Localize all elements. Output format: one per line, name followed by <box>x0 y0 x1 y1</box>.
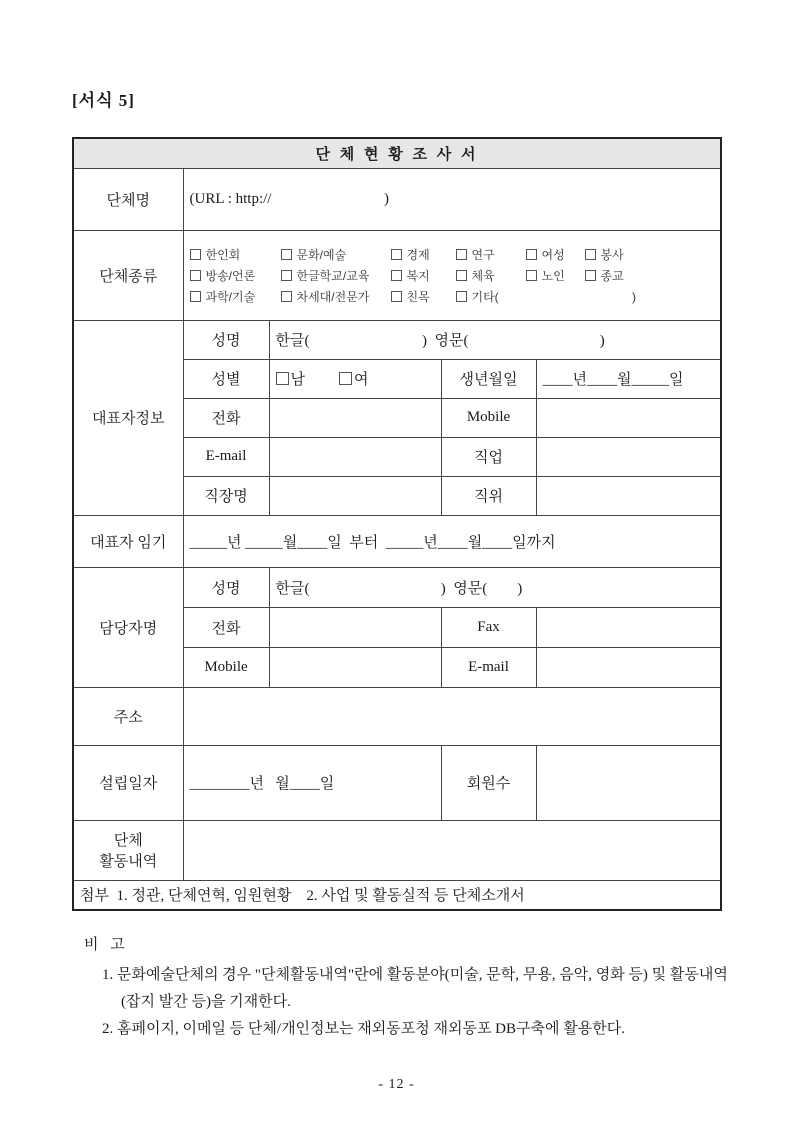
org-type-option-label: 연구 <box>471 247 495 262</box>
form-number-label: [서식 5] <box>72 91 135 110</box>
gender-option-label: 여 <box>354 372 369 388</box>
org-type-option[interactable] <box>456 267 526 284</box>
checkbox-icon[interactable] <box>190 249 201 260</box>
rep-email-value <box>269 437 441 476</box>
rep-info-label: 대표자정보 <box>73 320 183 515</box>
manager-email-value <box>536 647 721 687</box>
rep-position-label: 직위 <box>441 476 536 515</box>
org-type-option[interactable] <box>190 246 281 263</box>
org-type-option-label: 복지 <box>406 268 430 283</box>
page-number: - 12 - <box>378 1077 415 1092</box>
checkbox-icon[interactable] <box>526 270 537 281</box>
manager-email-label: E-mail <box>441 647 536 687</box>
manager-name-label: 성명 <box>183 567 269 607</box>
manager-name-value: 한글( ) 영문( ) <box>269 567 721 607</box>
rep-mobile-value <box>536 398 721 437</box>
org-type-option-label: 한인회 <box>205 247 241 262</box>
org-type-option-label: 방송/언론 <box>205 268 256 283</box>
org-type-option-label: 종교 <box>600 268 624 283</box>
org-type-option-label: 과학/기술 <box>205 289 256 304</box>
notes-list <box>102 962 732 1043</box>
org-type-label: 단체종류 <box>73 230 183 320</box>
org-type-option[interactable] <box>585 267 624 284</box>
rep-name-label: 성명 <box>183 320 269 359</box>
manager-phone-value <box>269 607 441 647</box>
gender-option-male[interactable] <box>276 368 306 389</box>
org-type-option-label: 노인 <box>541 268 565 283</box>
checkbox-icon[interactable] <box>281 249 292 260</box>
checkbox-icon[interactable] <box>456 291 467 302</box>
org-type-option-label: 여성 <box>541 247 565 262</box>
manager-mobile-label: Mobile <box>183 647 269 687</box>
org-type-option[interactable] <box>526 246 585 263</box>
rep-workplace-label: 직장명 <box>183 476 269 515</box>
term-label: 대표자 임기 <box>73 515 183 567</box>
manager-label: 담당자명 <box>73 567 183 687</box>
manager-fax-value <box>536 607 721 647</box>
founded-value: ________년 월____일 <box>183 745 441 820</box>
checkbox-icon[interactable] <box>391 270 402 281</box>
checkbox-icon[interactable] <box>281 291 292 302</box>
rep-name-value: 한글( ) 영문( ) <box>269 320 721 359</box>
org-type-option-label: 한글학교/교육 <box>296 268 370 283</box>
org-type-option-label: 친목 <box>406 289 430 304</box>
rep-phone-value <box>269 398 441 437</box>
org-type-option[interactable] <box>281 246 391 263</box>
rep-gender-options <box>269 359 441 398</box>
org-type-option-etc[interactable] <box>456 288 637 305</box>
org-name-label: 단체명 <box>73 168 183 230</box>
activities-label-line1: 단체 <box>113 833 143 849</box>
members-label: 회원수 <box>441 745 536 820</box>
activities-label-line2: 활동내역 <box>99 854 158 870</box>
rep-email-label: E-mail <box>183 437 269 476</box>
note-item: 1. 문화예술단체의 경우 "단체활동내역"란에 활동분야(미술, 문학, 무용, 음악, 영화 등) 및 활동내역(잡지 발간 등)을 기재한다. <box>102 967 728 1010</box>
checkbox-icon[interactable] <box>585 249 596 260</box>
form-title: 단 체 현 황 조 사 서 <box>73 138 721 168</box>
checkbox-icon[interactable] <box>276 372 289 385</box>
checkbox-icon[interactable] <box>190 291 201 302</box>
org-type-line-2 <box>190 267 715 284</box>
rep-birth-value: ____년____월_____일 <box>536 359 721 398</box>
rep-gender-label: 성별 <box>183 359 269 398</box>
checkbox-icon[interactable] <box>281 270 292 281</box>
notes-heading: 비 고 <box>84 937 129 953</box>
founded-label: 설립일자 <box>73 745 183 820</box>
org-type-option[interactable] <box>281 288 391 305</box>
term-value: _____년 _____월____일 부터 _____년____월____일까지 <box>183 515 721 567</box>
org-type-option[interactable] <box>190 288 281 305</box>
notes-section <box>72 933 732 1043</box>
attachment-note: 첨부 1. 정관, 단체연혁, 임원현황 2. 사업 및 활동실적 등 단체소개서 <box>73 880 721 910</box>
rep-phone-label: 전화 <box>183 398 269 437</box>
checkbox-icon[interactable] <box>391 291 402 302</box>
org-type-option[interactable] <box>585 246 624 263</box>
gender-option-female[interactable] <box>339 368 369 389</box>
rep-workplace-value <box>269 476 441 515</box>
activities-label <box>73 820 183 880</box>
checkbox-icon[interactable] <box>190 270 201 281</box>
org-type-option[interactable] <box>190 267 281 284</box>
address-label: 주소 <box>73 687 183 745</box>
members-value <box>536 745 721 820</box>
checkbox-icon[interactable] <box>526 249 537 260</box>
org-type-line-3 <box>190 288 715 305</box>
org-type-option-label: 차세대/전문가 <box>296 289 370 304</box>
org-type-option-label: 봉사 <box>600 247 624 262</box>
org-type-option-label: 문화/예술 <box>296 247 347 262</box>
rep-birth-label: 생년월일 <box>441 359 536 398</box>
rep-job-label: 직업 <box>441 437 536 476</box>
manager-mobile-value <box>269 647 441 687</box>
note-item: 2. 홈페이지, 이메일 등 단체/개인정보는 재외동포청 재외동포 DB구축에 활용한다. <box>102 1021 625 1037</box>
org-type-option-label: 체육 <box>471 268 495 283</box>
rep-mobile-label: Mobile <box>441 398 536 437</box>
checkbox-icon[interactable] <box>339 372 352 385</box>
org-type-line-1 <box>190 246 715 263</box>
address-value <box>183 687 721 745</box>
org-type-option-label: 기타( ) <box>471 289 637 304</box>
form-table <box>72 137 722 911</box>
org-type-options <box>183 230 721 320</box>
checkbox-icon[interactable] <box>585 270 596 281</box>
org-type-option[interactable] <box>391 267 456 284</box>
checkbox-icon[interactable] <box>391 249 402 260</box>
manager-fax-label: Fax <box>441 607 536 647</box>
org-type-option[interactable] <box>281 267 391 284</box>
checkbox-icon[interactable] <box>456 249 467 260</box>
checkbox-icon[interactable] <box>456 270 467 281</box>
org-name-value: (URL : http:// ) <box>183 168 721 230</box>
activities-value <box>183 820 721 880</box>
rep-position-value <box>536 476 721 515</box>
org-type-option[interactable] <box>391 288 456 305</box>
org-type-option[interactable] <box>456 246 526 263</box>
org-type-option[interactable] <box>391 246 456 263</box>
rep-job-value <box>536 437 721 476</box>
gender-option-label: 남 <box>290 372 305 388</box>
manager-phone-label: 전화 <box>183 607 269 647</box>
org-type-option[interactable] <box>526 267 585 284</box>
org-type-option-label: 경제 <box>406 247 430 262</box>
